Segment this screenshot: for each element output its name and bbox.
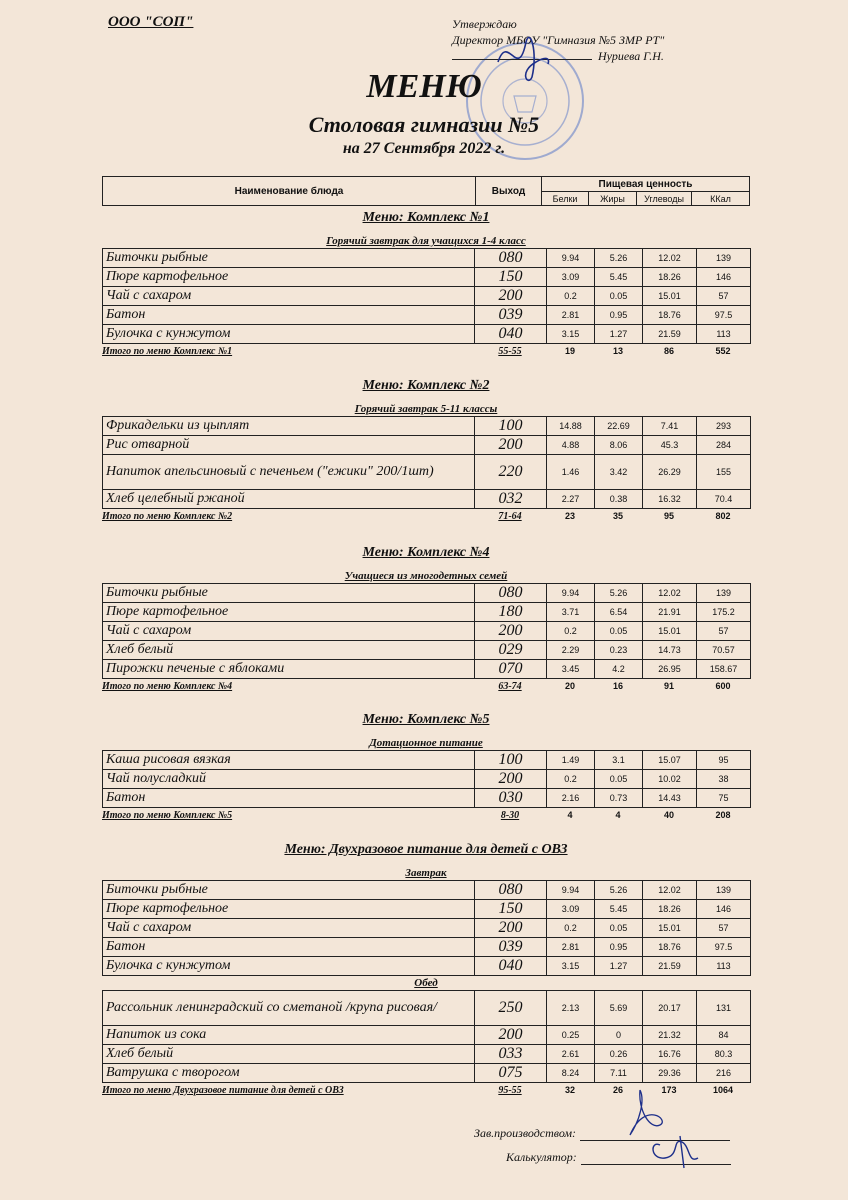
menu-section [102, 712, 750, 822]
total-carbs: 173 [661, 1085, 677, 1095]
total-label: Итого по меню Комплекс №5 [102, 809, 233, 821]
dish-fats: 0.05 [595, 919, 643, 938]
dish-proteins: 2.27 [547, 490, 595, 509]
menu-section [102, 545, 750, 693]
dish-name: Чай с сахаром [103, 919, 475, 938]
total-fats: 26 [612, 1085, 623, 1095]
table-row [103, 455, 751, 490]
table-row [103, 900, 751, 919]
dish-name: Хлеб белый [103, 1045, 475, 1064]
table-row [103, 436, 751, 455]
dish-fats: 0.95 [595, 306, 643, 325]
dish-name: Пюре картофельное [103, 268, 475, 287]
dish-output: 220 [475, 455, 547, 490]
dish-fats: 0.26 [595, 1045, 643, 1064]
total-output: 95-55 [498, 1084, 522, 1096]
table-row [103, 751, 751, 770]
dish-name: Биточки рыбные [103, 881, 475, 900]
total-proteins: 19 [564, 346, 575, 356]
total-kcal: 1064 [712, 1085, 734, 1095]
table-row [103, 490, 751, 509]
header-carbs: Углеводы [637, 192, 692, 205]
dish-fats: 8.06 [595, 436, 643, 455]
header-name: Наименование блюда [103, 177, 476, 205]
dish-fats: 4.2 [595, 660, 643, 679]
total-kcal: 600 [715, 681, 731, 691]
menu-table [102, 583, 751, 679]
dish-carbs: 15.01 [643, 622, 697, 641]
section-total [102, 344, 750, 358]
dish-name: Напиток апельсиновый с печеньем ("ежики" 200/1шт) [103, 455, 475, 490]
dish-carbs: 26.29 [643, 455, 697, 490]
section-subtitle: Завтрак [405, 867, 447, 879]
total-output: 63-74 [498, 680, 522, 692]
dish-carbs: 21.91 [643, 603, 697, 622]
total-proteins: 32 [564, 1085, 575, 1095]
table-row [103, 881, 751, 900]
dish-proteins: 0.2 [547, 919, 595, 938]
table-row [103, 957, 751, 976]
dish-fats: 0.73 [595, 789, 643, 808]
page-subtitle: Столовая гимназии №5 [308, 112, 540, 137]
staff-signatures [610, 1080, 720, 1170]
dish-fats: 0 [595, 1026, 643, 1045]
section-subtitle: Обед [414, 977, 438, 989]
dish-output: 200 [475, 919, 547, 938]
dish-output: 080 [475, 584, 547, 603]
total-output: 71-64 [498, 510, 522, 522]
table-row [103, 770, 751, 789]
section-title: Меню: Комплекс №2 [362, 378, 490, 393]
dish-kcal: 113 [697, 957, 751, 976]
dish-proteins: 3.15 [547, 957, 595, 976]
dish-proteins: 2.16 [547, 789, 595, 808]
dish-carbs: 18.26 [643, 900, 697, 919]
dish-carbs: 12.02 [643, 584, 697, 603]
header-kcal: ККал [710, 193, 731, 204]
dish-output: 080 [475, 249, 547, 268]
dish-carbs: 12.02 [643, 249, 697, 268]
dish-proteins: 0.2 [547, 770, 595, 789]
dish-name: Булочка с кунжутом [103, 325, 475, 344]
dish-output: 200 [475, 287, 547, 306]
dish-output: 150 [475, 268, 547, 287]
section-total [102, 509, 750, 523]
dish-output: 075 [475, 1064, 547, 1083]
dish-proteins: 4.88 [547, 436, 595, 455]
total-output: 55-55 [498, 345, 522, 357]
dish-output: 150 [475, 900, 547, 919]
dish-output: 080 [475, 881, 547, 900]
dish-output: 200 [475, 436, 547, 455]
table-row [103, 938, 751, 957]
dish-kcal: 139 [697, 584, 751, 603]
table-header [102, 176, 750, 206]
dish-proteins: 9.94 [547, 881, 595, 900]
dish-kcal: 97.5 [697, 306, 751, 325]
dish-output: 029 [475, 641, 547, 660]
table-row [103, 249, 751, 268]
total-fats: 16 [612, 681, 623, 691]
total-proteins: 23 [564, 511, 575, 521]
dish-carbs: 21.32 [643, 1026, 697, 1045]
table-row [103, 603, 751, 622]
dish-kcal: 80.3 [697, 1045, 751, 1064]
total-proteins: 4 [567, 810, 573, 820]
dish-proteins: 9.94 [547, 249, 595, 268]
dish-proteins: 2.13 [547, 991, 595, 1026]
dish-output: 040 [475, 957, 547, 976]
dish-kcal: 139 [697, 881, 751, 900]
dish-fats: 5.26 [595, 249, 643, 268]
dish-fats: 22.69 [595, 417, 643, 436]
total-carbs: 91 [663, 681, 674, 691]
section-total [102, 679, 750, 693]
total-kcal: 802 [715, 511, 731, 521]
dish-carbs: 15.01 [643, 919, 697, 938]
dish-kcal: 57 [697, 919, 751, 938]
total-kcal: 208 [715, 810, 731, 820]
section-subtitle: Горячий завтрак 5-11 классы [354, 403, 498, 415]
dish-name: Батон [103, 938, 475, 957]
menu-table [102, 248, 751, 344]
dish-carbs: 7.41 [643, 417, 697, 436]
dish-output: 030 [475, 789, 547, 808]
total-output: 8-30 [500, 809, 520, 821]
approval-director: Директор МБОУ "Гимназия №5 ЗМР РТ" [452, 33, 665, 47]
header-output: Выход [476, 177, 542, 205]
dish-name: Пирожки печеные с яблоками [103, 660, 475, 679]
dish-name: Хлеб целебный ржаной [103, 490, 475, 509]
menu-table [102, 880, 751, 976]
total-fats: 35 [612, 511, 623, 521]
header-fats: Жиры [589, 192, 637, 205]
dish-carbs: 15.01 [643, 287, 697, 306]
dish-name: Каша рисовая вязкая [103, 751, 475, 770]
director-name: Нуриева Г.Н. [598, 49, 664, 63]
table-row [103, 1045, 751, 1064]
section-subtitle: Дотационное питание [369, 737, 483, 749]
section-subtitle: Горячий завтрак для учащихся 1-4 класс [326, 235, 526, 247]
calculator-label: Калькулятор: [506, 1150, 577, 1164]
dish-kcal: 284 [697, 436, 751, 455]
dish-carbs: 18.76 [643, 938, 697, 957]
table-row [103, 919, 751, 938]
dish-carbs: 20.17 [643, 991, 697, 1026]
dish-kcal: 70.4 [697, 490, 751, 509]
dish-proteins: 1.49 [547, 751, 595, 770]
dish-proteins: 3.09 [547, 900, 595, 919]
dish-output: 070 [475, 660, 547, 679]
dish-kcal: 293 [697, 417, 751, 436]
dish-name: Чай с сахаром [103, 287, 475, 306]
dish-kcal: 155 [697, 455, 751, 490]
dish-output: 039 [475, 938, 547, 957]
dish-output: 250 [475, 991, 547, 1026]
dish-kcal: 158.67 [697, 660, 751, 679]
dish-proteins: 3.09 [547, 268, 595, 287]
dish-fats: 0.95 [595, 938, 643, 957]
dish-name: Фрикадельки из цыплят [103, 417, 475, 436]
header-nutrition: Пищевая ценность [542, 177, 749, 192]
dish-proteins: 1.46 [547, 455, 595, 490]
dish-kcal: 95 [697, 751, 751, 770]
section-total [102, 808, 750, 822]
menu-section [102, 210, 750, 358]
table-row [103, 306, 751, 325]
dish-fats: 0.05 [595, 287, 643, 306]
dish-carbs: 18.76 [643, 306, 697, 325]
dish-name: Булочка с кунжутом [103, 957, 475, 976]
table-row [103, 325, 751, 344]
dish-proteins: 8.24 [547, 1064, 595, 1083]
dish-carbs: 10.02 [643, 770, 697, 789]
dish-fats: 1.27 [595, 325, 643, 344]
dish-fats: 5.69 [595, 991, 643, 1026]
dish-kcal: 57 [697, 622, 751, 641]
dish-output: 200 [475, 770, 547, 789]
total-carbs: 40 [663, 810, 674, 820]
dish-proteins: 2.81 [547, 938, 595, 957]
header-proteins: Белки [542, 192, 589, 205]
dish-kcal: 38 [697, 770, 751, 789]
dish-carbs: 15.07 [643, 751, 697, 770]
dish-kcal: 113 [697, 325, 751, 344]
dish-carbs: 29.36 [643, 1064, 697, 1083]
dish-kcal: 131 [697, 991, 751, 1026]
dish-carbs: 45.3 [643, 436, 697, 455]
dish-kcal: 216 [697, 1064, 751, 1083]
section-title: Меню: Комплекс №4 [362, 545, 490, 560]
dish-name: Чай с сахаром [103, 622, 475, 641]
dish-kcal: 97.5 [697, 938, 751, 957]
dish-name: Батон [103, 789, 475, 808]
dish-carbs: 21.59 [643, 325, 697, 344]
dish-name: Чай полусладкий [103, 770, 475, 789]
dish-name: Биточки рыбные [103, 584, 475, 603]
dish-name: Батон [103, 306, 475, 325]
table-row [103, 584, 751, 603]
dish-carbs: 26.95 [643, 660, 697, 679]
dish-proteins: 0.2 [547, 622, 595, 641]
menu-date: на 27 Сентября 2022 г. [342, 140, 506, 157]
dish-fats: 0.05 [595, 622, 643, 641]
dish-proteins: 3.45 [547, 660, 595, 679]
dish-carbs: 14.43 [643, 789, 697, 808]
dish-fats: 0.23 [595, 641, 643, 660]
dish-kcal: 146 [697, 900, 751, 919]
menu-table [102, 750, 751, 808]
menu-section [102, 378, 750, 523]
dish-output: 100 [475, 417, 547, 436]
total-kcal: 552 [715, 346, 731, 356]
dish-proteins: 3.15 [547, 325, 595, 344]
dish-fats: 5.45 [595, 268, 643, 287]
dish-name: Хлеб белый [103, 641, 475, 660]
dish-output: 200 [475, 1026, 547, 1045]
dish-output: 100 [475, 751, 547, 770]
table-row [103, 660, 751, 679]
dish-output: 033 [475, 1045, 547, 1064]
dish-proteins: 2.29 [547, 641, 595, 660]
dish-name: Рассольник ленинградский со сметаной /крупа рисовая/ [103, 991, 475, 1026]
dish-name: Пюре картофельное [103, 603, 475, 622]
table-row [103, 789, 751, 808]
dish-output: 200 [475, 622, 547, 641]
dish-proteins: 0.2 [547, 287, 595, 306]
section-title: Меню: Двухразовое питание для детей с ОВЗ [284, 842, 568, 857]
dish-fats: 0.05 [595, 770, 643, 789]
page-title: МЕНЮ [366, 68, 482, 105]
dish-kcal: 146 [697, 268, 751, 287]
dish-carbs: 16.76 [643, 1045, 697, 1064]
dish-fats: 5.26 [595, 881, 643, 900]
manager-label: Зав.производством: [474, 1126, 577, 1140]
approval-block [452, 16, 664, 64]
dish-carbs: 18.26 [643, 268, 697, 287]
dish-fats: 7.11 [595, 1064, 643, 1083]
total-fats: 4 [615, 810, 621, 820]
dish-proteins: 0.25 [547, 1026, 595, 1045]
dish-kcal: 57 [697, 287, 751, 306]
section-title: Меню: Комплекс №5 [362, 712, 490, 727]
total-carbs: 86 [663, 346, 674, 356]
dish-name: Пюре картофельное [103, 900, 475, 919]
dish-fats: 0.38 [595, 490, 643, 509]
table-row [103, 1026, 751, 1045]
dish-carbs: 16.32 [643, 490, 697, 509]
dish-proteins: 14.88 [547, 417, 595, 436]
dish-proteins: 2.61 [547, 1045, 595, 1064]
dish-carbs: 14.73 [643, 641, 697, 660]
menu-section [102, 842, 750, 1097]
dish-carbs: 21.59 [643, 957, 697, 976]
menu-table [102, 990, 751, 1083]
table-row [103, 268, 751, 287]
dish-fats: 5.26 [595, 584, 643, 603]
dish-name: Напиток из сока [103, 1026, 475, 1045]
dish-kcal: 139 [697, 249, 751, 268]
total-label: Итого по меню Комплекс №1 [102, 345, 233, 357]
dish-output: 180 [475, 603, 547, 622]
approval-title: Утверждаю [452, 17, 517, 31]
dish-fats: 1.27 [595, 957, 643, 976]
dish-name: Биточки рыбные [103, 249, 475, 268]
table-row [103, 622, 751, 641]
dish-kcal: 84 [697, 1026, 751, 1045]
total-proteins: 20 [564, 681, 575, 691]
dish-proteins: 2.81 [547, 306, 595, 325]
dish-proteins: 9.94 [547, 584, 595, 603]
dish-output: 032 [475, 490, 547, 509]
organization-name: ООО "СОП" [108, 14, 194, 30]
dish-output: 039 [475, 306, 547, 325]
dish-kcal: 75 [697, 789, 751, 808]
dish-fats: 3.1 [595, 751, 643, 770]
dish-name: Ватрушка с творогом [103, 1064, 475, 1083]
section-subtitle: Учащиеся из многодетных семей [344, 570, 508, 582]
dish-output: 040 [475, 325, 547, 344]
dish-carbs: 12.02 [643, 881, 697, 900]
total-carbs: 95 [663, 511, 674, 521]
dish-fats: 6.54 [595, 603, 643, 622]
dish-proteins: 3.71 [547, 603, 595, 622]
dish-kcal: 175.2 [697, 603, 751, 622]
menu-table [102, 416, 751, 509]
total-label: Итого по меню Комплекс №4 [102, 680, 233, 692]
table-row [103, 991, 751, 1026]
total-label: Итого по меню Двухразовое питание для детей с ОВЗ [102, 1084, 344, 1096]
dish-kcal: 70.57 [697, 641, 751, 660]
total-label: Итого по меню Комплекс №2 [102, 510, 233, 522]
section-title: Меню: Комплекс №1 [362, 210, 490, 225]
total-fats: 13 [612, 346, 623, 356]
table-row [103, 641, 751, 660]
dish-name: Рис отварной [103, 436, 475, 455]
table-row [103, 417, 751, 436]
table-row [103, 287, 751, 306]
dish-fats: 5.45 [595, 900, 643, 919]
dish-fats: 3.42 [595, 455, 643, 490]
